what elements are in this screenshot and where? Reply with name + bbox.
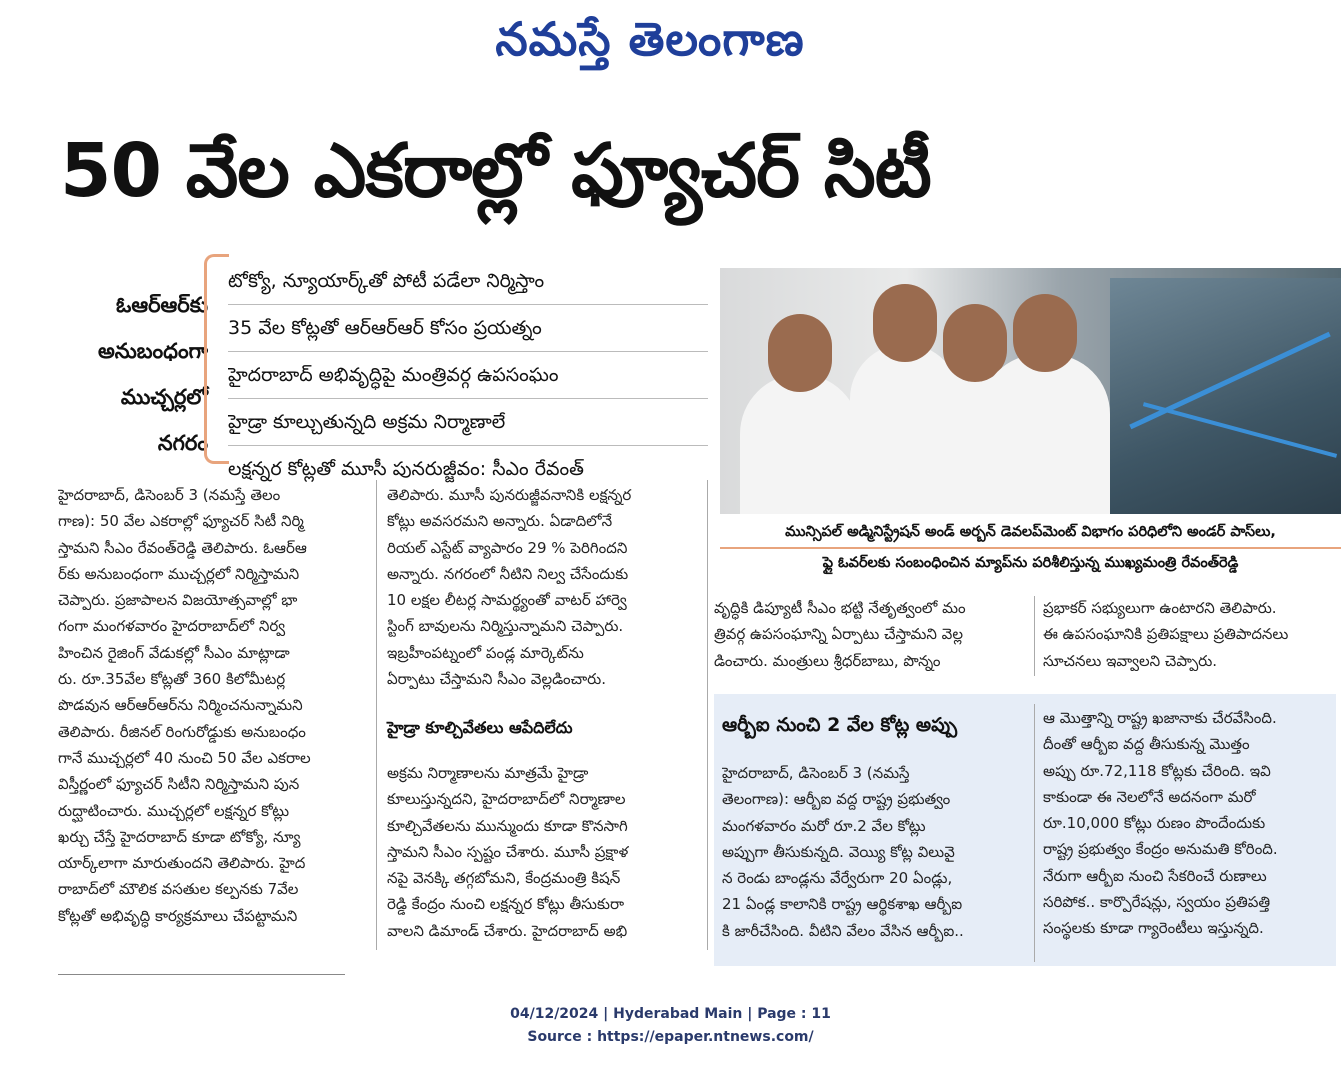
- text-line: హైదరాబాద్, డిసెంబర్ 3 (నమస్తే తెలం: [58, 486, 281, 504]
- text-line: స్టింగ్ బావులను నిర్మిస్తున్నామని చెప్పారు.: [387, 617, 624, 636]
- column-divider: [376, 480, 377, 950]
- column-divider: [1034, 596, 1035, 676]
- page-footer: [0, 1003, 1341, 1049]
- text-line: కూలుస్తున్నదని, హైదరాబాద్‌లో నిర్మాణాల: [387, 790, 626, 809]
- deck-line: హైడ్రా కూల్చుతున్నది అక్రమ నిర్మాణాలే: [228, 399, 708, 446]
- kicker-line: ముచ్చర్లలో: [120, 385, 208, 409]
- column-divider: [1034, 704, 1035, 962]
- caption-line: మున్సిపల్ అడ్మినిస్ట్రేషన్ అండ్ అర్బన్ డెవలప్‌మెంట్ విభాగం పరిధిలోని అండర్ పాస్‌లు,: [720, 518, 1341, 549]
- sidebar-column-2: [1043, 705, 1333, 942]
- deck-line: 35 వేల కోట్లతో ఆర్ఆర్ఆర్ కోసం ప్రయత్నం: [228, 305, 708, 352]
- text-line: ఇబ్రహీంపట్నంలో పండ్ల మార్కెట్‌ను: [387, 643, 584, 662]
- text-line: హైదరాబాద్, డిసెంబర్ 3 (నమస్తే: [722, 764, 910, 782]
- kicker-line: నగరం: [157, 431, 208, 455]
- text-line: రూ.10,000 కోట్లు రుణం పొందేందుకు: [1043, 814, 1266, 833]
- text-line: వృద్ధికి డిప్యూటీ సీఎం భట్టి నేతృత్వంలో మం: [714, 599, 966, 617]
- person-head: [873, 284, 937, 362]
- text-line: గానే ముచ్చర్లలో 40 నుంచి 50 వేల ఎకరాల: [58, 748, 311, 767]
- footer-source-link[interactable]: Source : https://epaper.ntnews.com/: [527, 1029, 814, 1045]
- photo-caption: [720, 518, 1341, 578]
- text-line: 21 ఏండ్ల కాలానికి రాష్ట్ర ఆర్థికశాఖ ఆర్బీఐ: [722, 895, 963, 914]
- article-column-4: [1043, 595, 1333, 674]
- deck-line: హైదరాబాద్ అభివృద్ధిపై మంత్రివర్గ ఉపసంఘం: [228, 352, 708, 399]
- kicker-bracket: [204, 254, 229, 464]
- text-line: ర్‌కు అనుబంధంగా ముచ్చర్లలో నిర్మిస్తామని: [58, 564, 300, 583]
- article-column-2b: [387, 760, 700, 944]
- text-line: సరిపోక.. కార్పొరేషన్లు, స్వయం ప్రతిపత్తి: [1043, 893, 1271, 912]
- text-line: చెప్పారు. ప్రజాపాలన విజయోత్సవాల్లో భా: [58, 591, 298, 610]
- deck-line: లక్షన్నర కోట్లతో మూసీ పునరుజ్జీవం: సీఎం రేవంత్: [228, 458, 584, 480]
- text-line: ఏర్పాటు చేస్తామని సీఎం వెల్లడించారు.: [387, 670, 606, 689]
- text-line: కి జారీచేసింది. వీటిని వేలం వేసిన ఆర్బీఐ..: [722, 921, 964, 940]
- text-line: గంగా మంగళవారం హైదరాబాద్‌లో నిర్వ: [58, 617, 286, 636]
- text-line: అన్నారు. నగరంలో నీటిని నిల్వ చేసేందుకు: [387, 564, 629, 583]
- text-line: కూల్చివేతలను మున్ముందు కూడా కొనసాగి: [387, 816, 628, 835]
- text-line: పొడవున ఆర్ఆర్ఆర్‌ను నిర్మించనున్నామని: [58, 696, 303, 715]
- text-line: త్రివర్గ ఉపసంఘాన్ని ఏర్పాటు చేస్తామని వెల్ల: [714, 625, 963, 644]
- footer-edition-info: 04/12/2024 | Hyderabad Main | Page : 11: [510, 1006, 831, 1022]
- text-line: యార్క్‌లాగా మారుతుందని తెలిపారు. హైద: [58, 854, 306, 873]
- text-line: తెలిపారు. మూసీ పునరుజ్జీవనానికి లక్షన్నర: [387, 486, 632, 504]
- text-line: ఈ ఉపసంఘానికి ప్రతిపక్షాలు ప్రతిపాదనలు: [1043, 625, 1289, 644]
- text-line: దీంతో ఆర్బీఐ వద్ద తీసుకున్న మొత్తం: [1043, 735, 1250, 754]
- text-line: గాణ): 50 వేల ఎకరాల్లో ఫ్యూచర్ సిటీ నిర్మి: [58, 512, 304, 531]
- text-line: 10 లక్షల లీటర్ల సామర్థ్యంతో వాటర్ హార్వె: [387, 591, 627, 610]
- deck-bullets: [228, 258, 708, 492]
- text-line: అక్రమ నిర్మాణాలను మాత్రమే హైడ్రా: [387, 764, 589, 782]
- text-line: మంగళవారం మరో రూ.2 వేల కోట్లు: [722, 816, 926, 835]
- kicker-line: అనుబంధంగా: [97, 339, 208, 363]
- person-figure: [740, 374, 860, 514]
- newspaper-masthead: నమస్తే తెలంగాణ: [495, 12, 805, 66]
- person-head: [768, 314, 832, 392]
- text-line: వాలని డిమాండ్ చేశారు. హైదరాబాద్ అభి: [387, 921, 628, 940]
- text-line: కోట్లు అవసరమని అన్నారు. ఏడాదిలోనే: [387, 512, 613, 531]
- column-divider: [707, 480, 708, 950]
- column-end-rule: [58, 974, 345, 975]
- text-line: స్తామని సీఎం రేవంత్‌రెడ్డి తెలిపారు. ఓఆర్ఆ: [58, 538, 307, 557]
- text-line: సూచనలు ఇవ్వాలని చెప్పారు.: [1043, 651, 1218, 670]
- text-line: అప్పుగా తీసుకున్నది. వెయ్యి కోట్ల విలువై: [722, 842, 955, 861]
- text-line: రెడ్డి కేంద్రం నుంచి లక్షన్నర కోట్లు తీసుకురా: [387, 895, 625, 914]
- caption-line: ఫ్లై ఓవర్‌లకు సంబంధించిన మ్యాప్‌ను పరిశీలిస్తున్న ముఖ్యమంత్రి రేవంత్‌రెడ్డి: [822, 555, 1239, 571]
- kicker-line: ఓఆర్ఆర్‌కు: [115, 293, 208, 317]
- text-line: రాష్ట్ర ప్రభుత్వం కేంద్రం అనుమతి కోరింది.: [1043, 840, 1278, 859]
- main-headline: 50 వేల ఎకరాల్లో ఫ్యూచర్ సిటీ: [60, 128, 931, 214]
- text-line: హించిన రైజింగ్ వేడుకల్లో సీఎం మాట్లాడా: [58, 643, 290, 662]
- text-line: రియల్ ఎస్టేట్ వ్యాపారం 29 % పెరిగిందని: [387, 538, 628, 557]
- text-line: రుద్ఘాటించారు. ముచ్చర్లలో లక్షన్నర కోట్లు: [58, 801, 290, 820]
- news-photo: [720, 268, 1341, 514]
- text-line: తెలంగాణ): ఆర్బీఐ వద్ద రాష్ట్ర ప్రభుత్వం: [722, 790, 951, 809]
- text-line: ఖర్చు చేస్తే హైదరాబాద్ కూడా టోక్యో, న్యూ: [58, 827, 301, 846]
- map-display-board: [1110, 278, 1341, 514]
- article-column-3: [714, 595, 1026, 674]
- text-line: కోట్లతో అభివృద్ధి కార్యక్రమాలు చేపట్టామని: [58, 906, 298, 925]
- article-column-1: [58, 482, 366, 929]
- text-line: తెలిపారు. రీజినల్ రింగురోడ్డుకు అనుబంధం: [58, 722, 306, 741]
- text-line: కాకుండా ఈ నెలలోనే అదనంగా మరో: [1043, 787, 1256, 806]
- text-line: అప్పు రూ.72,118 కోట్లకు చేరింది. ఇవి: [1043, 761, 1271, 780]
- text-line: విస్తీర్ణంలో ఫ్యూచర్ సిటీని నిర్మిస్తామని పున: [58, 775, 300, 794]
- text-line: రు. రూ.35వేల కోట్లతో 360 కిలోమీటర్ల: [58, 670, 286, 689]
- text-line: సంస్థలకు కూడా గ్యారెంటీలు ఇస్తున్నది.: [1043, 919, 1264, 938]
- text-line: స్తామని సీఎం స్పష్టం చేశారు. మూసీ ప్రక్షాళ: [387, 842, 629, 861]
- text-line: న రెండు బాండ్లను వేర్వేరుగా 20 ఏండ్లు,: [722, 869, 953, 888]
- text-line: నపై వెనక్కి తగ్గబోమని, కేంద్రమంత్రి కిషన్: [387, 869, 621, 888]
- section-subheading: హైడ్రా కూల్చివేతలు ఆపేదిలేదు: [387, 718, 573, 737]
- text-line: రాబాద్‌లో మౌలిక వసతుల కల్పనకు 7వేల: [58, 880, 299, 899]
- text-line: ఆ మొత్తాన్ని రాష్ట్ర ఖజానాకు చేరవేసింది.: [1043, 709, 1277, 727]
- kicker-block: [58, 282, 208, 466]
- text-line: డించారు. మంత్రులు శ్రీధర్‌బాబు, పొన్నం: [714, 651, 941, 670]
- article-column-2: [387, 482, 700, 692]
- deck-line: టోక్యో, న్యూయార్క్‌తో పోటీ పడేలా నిర్మిస్తాం: [228, 258, 708, 305]
- person-head: [1013, 294, 1077, 372]
- text-line: నేరుగా ఆర్బీఐ నుంచి సేకరించే రుణాలు: [1043, 866, 1267, 885]
- sidebar-column-1: [722, 760, 1028, 944]
- text-line: ప్రభాకర్ సభ్యులుగా ఉంటారని తెలిపారు.: [1043, 599, 1277, 617]
- sidebar-story-title: ఆర్బీఐ నుంచి 2 వేల కోట్ల అప్పు: [722, 714, 958, 736]
- person-figure: [980, 354, 1110, 514]
